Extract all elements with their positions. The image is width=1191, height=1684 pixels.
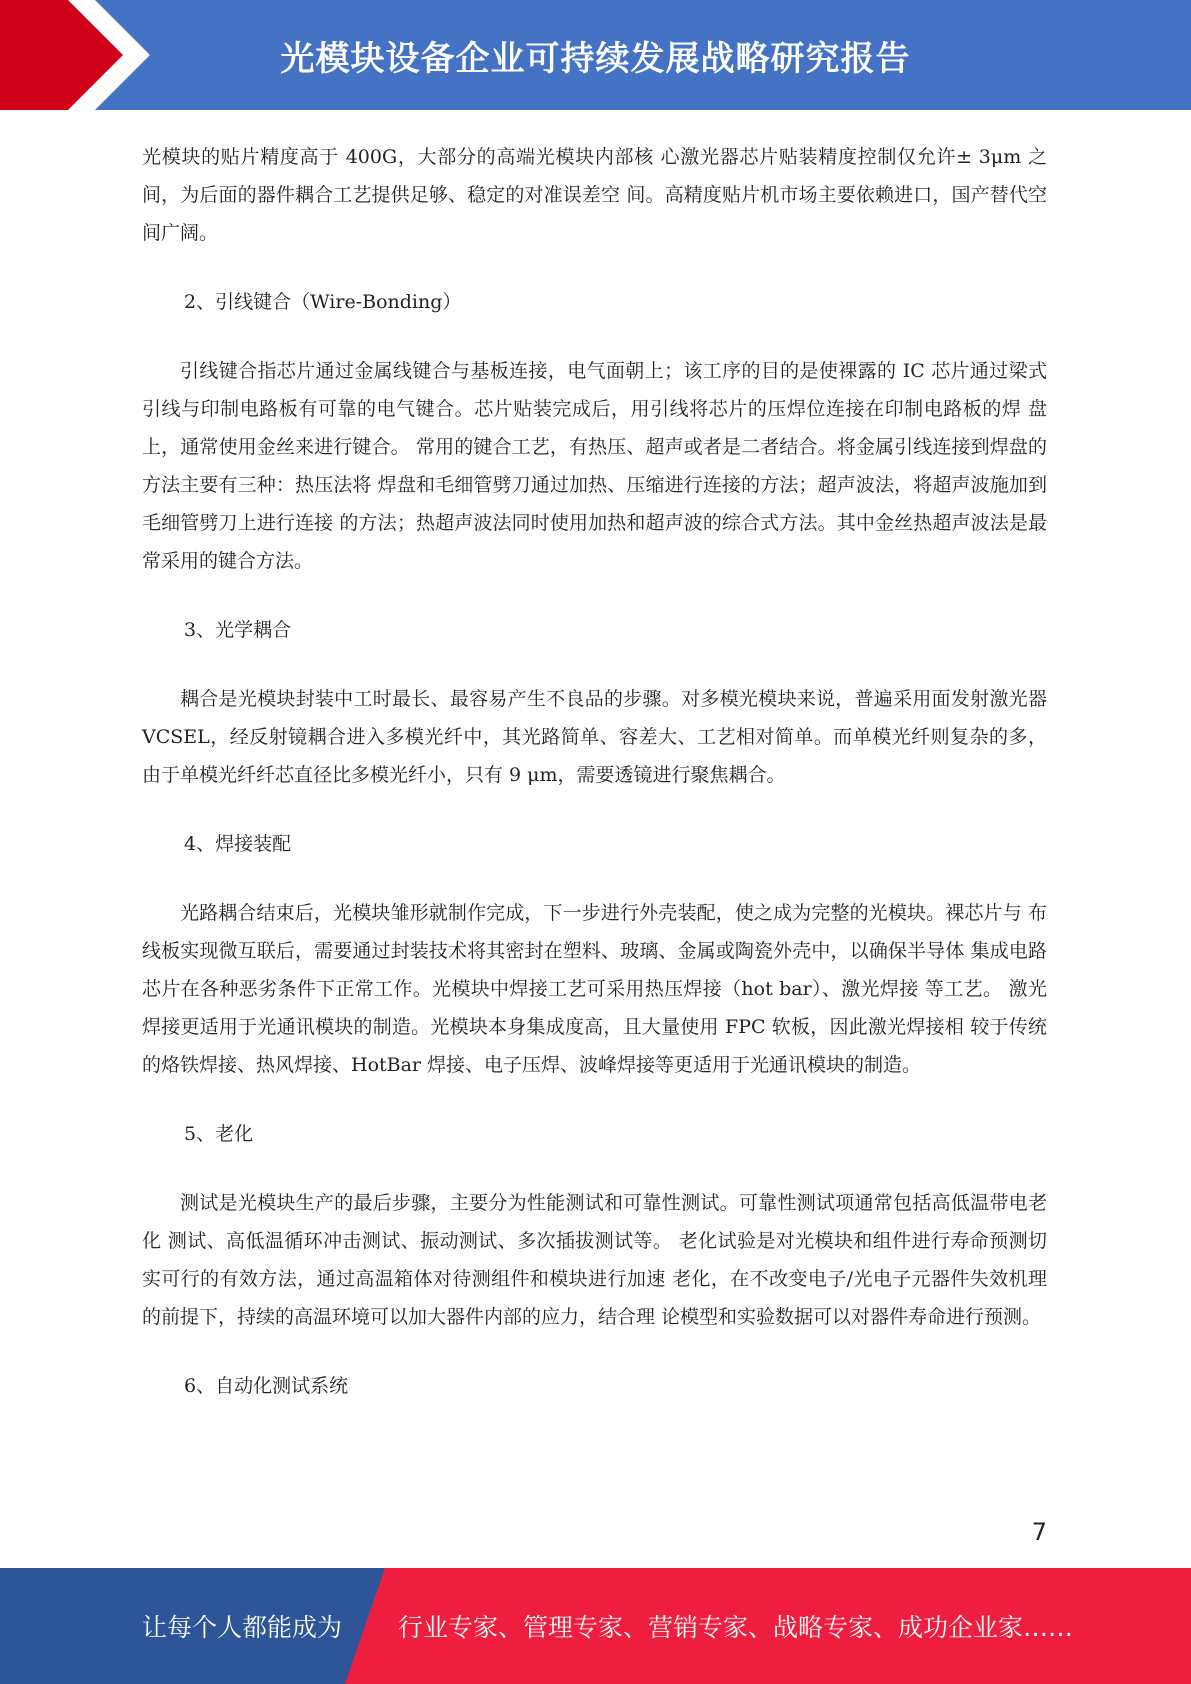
paragraph-aging: 测试是光模块生产的最后步骤，主要分为性能测试和可靠性测试。可靠性测试项通常包括高低温带电老化 测试、高低温循环冲击测试、振动测试、多次插拔测试等。 老化试验是对光模块和组件进行寿命预测切实可行的有效方法，通过高温箱体对待测组件和模块进行加速 老化，在不改变电子/光电子元器件失效机理的前提下，持续的高温环境可以加大器件内部的应力，结合理 论模型和实验数据可以对器件寿命进行预测。 (142, 1192, 1047, 1328)
section-heading-aging: 5、老化 (184, 1123, 254, 1145)
page-footer (0, 1568, 1191, 1684)
section-heading-automated-testing: 6、自动化测试系统 (184, 1375, 349, 1397)
section-heading-welding-assembly: 4、焊接装配 (184, 833, 292, 855)
paragraph-wire-bonding: 引线键合指芯片通过金属线键合与基板连接，电气面朝上；该工序的目的是使裸露的 IC 芯片通过梁式 引线与印制电路板有可靠的电气键合。芯片贴装完成后，用引线将芯片的压焊位连接在印制电路板的焊 盘上，通常使用金丝来进行键合。 常用的键合工艺，有热压、超声或者是二者结合。将金属引线连接到焊盘的方法主要有三种：热压法将 焊盘和毛细管劈刀通过加热、压缩进行连接的方法；超声波法，将超声波施加到毛细管劈刀上进行连接 的方法；热超声波法同时使用加热和超声波的综合式方法。其中金丝热超声波法是最常采用的键合方法。 (142, 360, 1047, 572)
footer-slogan-left: 让每个人都能成为 (142, 1613, 343, 1642)
section-heading-wire-bonding: 2、引线键合（Wire-Bonding） (184, 291, 462, 313)
paragraph-optical-coupling: 耦合是光模块封装中工时最长、最容易产生不良品的步骤。对多模光模块来说，普遍采用面发射激光器 VCSEL，经反射镜耦合进入多模光纤中，其光路简单、容差大、工艺相对简单。而单模光纤则复杂的多， 由于单模光纤纤芯直径比多模光纤小，只有 9 μm，需要透镜进行聚焦耦合。 (142, 688, 1047, 786)
page-number: 7 (1031, 1518, 1047, 1546)
paragraph-welding-assembly: 光路耦合结束后，光模块雏形就制作完成，下一步进行外壳装配，使之成为完整的光模块。裸芯片与 布线板实现微互联后，需要通过封装技术将其密封在塑料、玻璃、金属或陶瓷外壳中，以确保半导体 集成电路芯片在各种恶劣条件下正常工作。光模块中焊接工艺可采用热压焊接（hot bar）、激光焊接 等工艺。 激光焊接更适用于光通讯模块的制造。光模块本身集成度高，且大量使用 FPC 软板，因此激光焊接相 较于传统的烙铁焊接、热风焊接、HotBar 焊接、电子压焊、波峰焊接等更适用于光通讯模块的制造。 (142, 902, 1047, 1076)
document-body (142, 138, 1047, 1436)
page-header (0, 0, 1191, 110)
paragraph-placement-accuracy: 光模块的贴片精度高于 400G，大部分的高端光模块内部核 心激光器芯片贴装精度控制仅允许± 3μm 之间，为后面的器件耦合工艺提供足够、稳定的对准误差空 间。高精度贴片机市场主要依赖进口，国产替代空间广阔。 (142, 146, 1047, 244)
header-chevron-decoration (0, 0, 170, 110)
report-title: 光模块设备企业可持续发展战略研究报告 (280, 38, 911, 79)
section-heading-optical-coupling: 3、光学耦合 (184, 619, 292, 641)
footer-slogan-right: 行业专家、管理专家、营销专家、战略专家、成功企业家…… (398, 1613, 1074, 1642)
